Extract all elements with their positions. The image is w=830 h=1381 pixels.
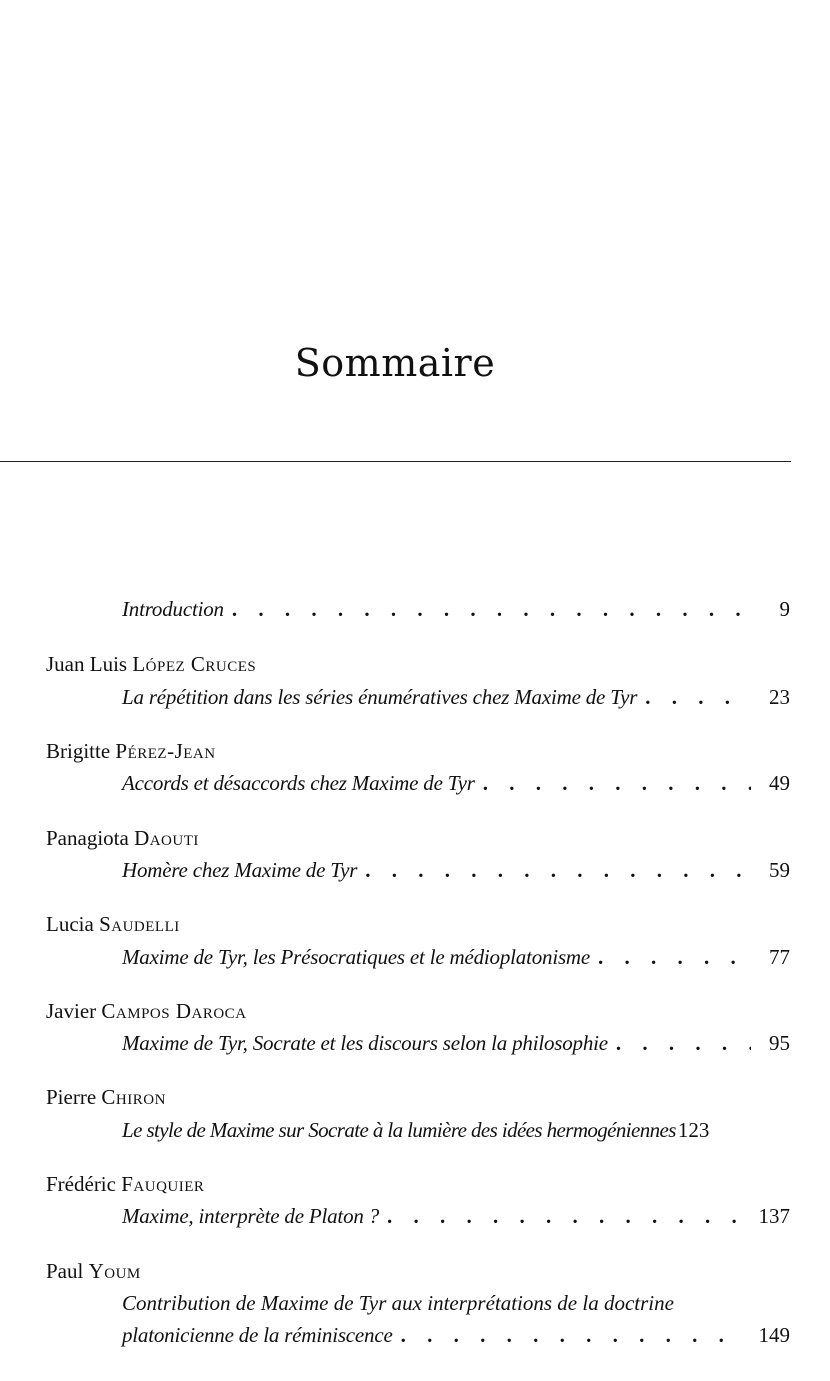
dot-leader xyxy=(379,1204,740,1229)
entry-author xyxy=(46,826,199,851)
page-number: 49 xyxy=(769,771,790,795)
entry-author xyxy=(46,739,216,764)
toc-entry[interactable] xyxy=(122,945,790,970)
author-first-name: Lucia xyxy=(46,912,94,936)
author-last-name: Youm xyxy=(88,1259,141,1283)
dot-leader xyxy=(475,771,751,796)
entry-author xyxy=(46,1085,166,1110)
dot-leader xyxy=(608,1031,751,1056)
entry-title: Maxime de Tyr, Socrate et les discours selon la philosophie xyxy=(122,1031,608,1055)
entry-author xyxy=(46,1172,204,1197)
dot-leader xyxy=(224,597,762,622)
toc-entry[interactable] xyxy=(122,771,790,796)
toc-entry[interactable] xyxy=(122,1204,790,1229)
entry-title-line-1: Contribution de Maxime de Tyr aux interprétations de la doctrine xyxy=(122,1291,674,1315)
author-last-name: Daouti xyxy=(134,826,199,850)
toc-entry[interactable] xyxy=(122,685,790,710)
toc-entry[interactable] xyxy=(122,858,790,883)
toc-entry[interactable] xyxy=(122,1323,790,1348)
author-last-name: Pérez-Jean xyxy=(115,739,216,763)
entry-title: Maxime de Tyr, les Présocratiques et le médioplatonisme xyxy=(122,945,591,969)
author-last-name: Chiron xyxy=(101,1085,166,1109)
author-first-name: Frédéric xyxy=(46,1172,116,1196)
page-number: 59 xyxy=(769,858,790,882)
page-number: 77 xyxy=(769,945,790,969)
page-number: 95 xyxy=(769,1031,790,1055)
entry-author xyxy=(46,652,256,677)
author-last-name: Campos Daroca xyxy=(101,999,247,1023)
entry-title: Le style de Maxime sur Socrate à la lumière des idées hermogéniennes xyxy=(122,1118,676,1142)
entry-title: Accords et désaccords chez Maxime de Tyr xyxy=(122,771,475,795)
author-last-name: López Cruces xyxy=(132,652,257,676)
dot-leader xyxy=(357,858,751,883)
author-first-name: Paul xyxy=(46,1259,84,1283)
page-number: 9 xyxy=(779,597,790,621)
dot-leader xyxy=(637,685,751,710)
author-first-name: Brigitte xyxy=(46,739,111,763)
entry-author xyxy=(46,1259,141,1284)
toc-entry-introduction[interactable] xyxy=(122,597,790,622)
author-first-name: Juan Luis xyxy=(46,652,128,676)
horizontal-rule xyxy=(0,461,791,462)
author-first-name: Pierre xyxy=(46,1085,97,1109)
page-title: Sommaire xyxy=(294,341,496,386)
toc-entry[interactable] xyxy=(122,1031,790,1056)
dot-leader xyxy=(393,1323,741,1348)
page-number: 23 xyxy=(769,685,790,709)
entry-author xyxy=(46,999,247,1024)
entry-title: platonicienne de la réminiscence xyxy=(122,1323,393,1347)
page-number: 123 xyxy=(677,1118,710,1142)
author-first-name: Panagiota xyxy=(46,826,129,850)
dot-leader xyxy=(590,945,751,970)
entry-title: La répétition dans les séries énumératives chez Maxime de Tyr xyxy=(122,685,638,709)
author-last-name: Fauquier xyxy=(121,1172,205,1196)
toc-entry[interactable] xyxy=(122,1118,790,1143)
page-number: 137 xyxy=(758,1204,790,1228)
author-first-name: Javier xyxy=(46,999,97,1023)
entry-title: Maxime, interprète de Platon ? xyxy=(122,1204,380,1228)
entry-author xyxy=(46,912,180,937)
entry-title: Introduction xyxy=(122,597,224,621)
page-number: 149 xyxy=(758,1323,790,1347)
author-last-name: Saudelli xyxy=(99,912,180,936)
entry-title: Homère chez Maxime de Tyr xyxy=(122,858,358,882)
